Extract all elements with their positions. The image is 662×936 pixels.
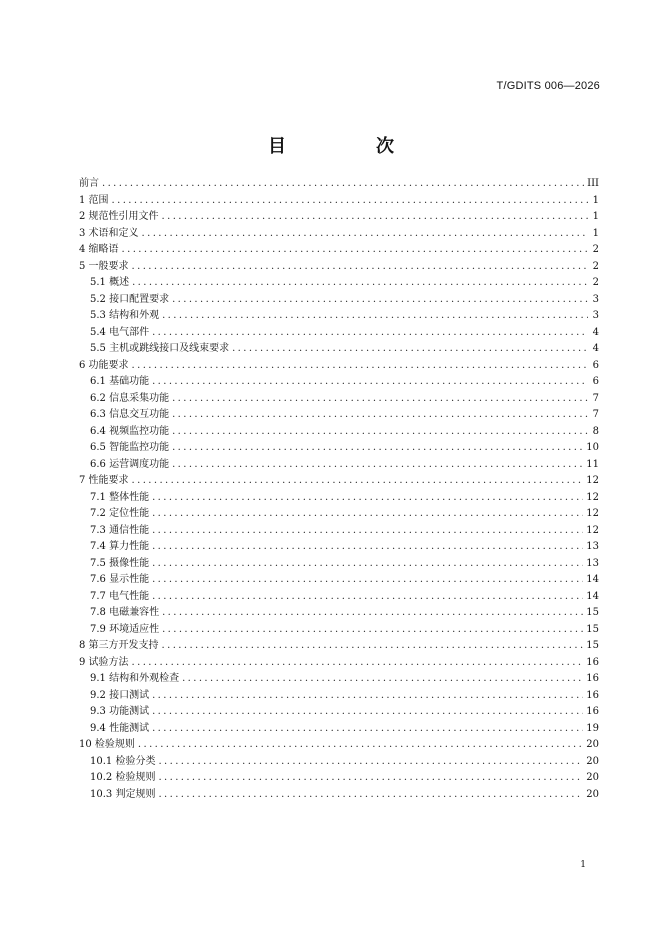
toc-dot-leader (152, 374, 588, 391)
toc-entry-label: 5.3 结构和外观 (90, 310, 160, 321)
toc-entry-page: 6 (592, 376, 599, 387)
document-code: T/GDITS 006—2026 (496, 80, 600, 92)
toc-entry[interactable] (79, 721, 599, 738)
toc-entry-page: 19 (586, 722, 599, 734)
toc-entry-label: 5.4 电气部件 (90, 326, 150, 338)
toc-entry[interactable] (79, 572, 599, 589)
toc-dot-leader (162, 209, 588, 226)
toc-entry[interactable] (79, 358, 599, 375)
toc-entry[interactable] (79, 655, 599, 672)
toc-entry-label: 9.1 结构和外观检查 (90, 673, 180, 684)
toc-entry-label: 9 试验方法 (79, 656, 129, 668)
toc-entry-page: 12 (586, 491, 599, 503)
toc-entry[interactable] (79, 787, 599, 804)
toc-dot-leader (172, 292, 588, 309)
toc-entry-label: 9.4 性能测试 (90, 722, 150, 734)
toc-dot-leader (102, 176, 584, 193)
toc-entry-page: 12 (586, 524, 599, 536)
toc-entry-label: 5 一般要求 (79, 260, 129, 272)
toc-entry-label: 4 缩略语 (79, 244, 119, 255)
toc-entry-page: 2 (592, 260, 599, 272)
toc-title: 目 次 (268, 136, 430, 157)
toc-entry[interactable] (79, 523, 599, 540)
toc-dot-leader (152, 506, 583, 523)
toc-entry-page: 1 (592, 211, 599, 222)
toc-dot-leader (162, 605, 583, 622)
toc-entry-page: 1 (592, 194, 599, 206)
toc-entry-page: 7 (592, 409, 599, 420)
toc-entry[interactable] (79, 259, 599, 276)
toc-entry-label: 7.1 整体性能 (90, 491, 150, 503)
toc-entry-label: 10.2 检验规则 (90, 772, 156, 783)
toc-entry[interactable] (79, 407, 599, 424)
toc-entry-page: 11 (586, 458, 599, 470)
toc-dot-leader (158, 787, 583, 804)
toc-entry[interactable] (79, 556, 599, 573)
toc-entry[interactable] (79, 506, 599, 523)
table-of-contents (79, 176, 599, 803)
toc-entry-label: 6.6 运营调度功能 (90, 458, 170, 470)
toc-dot-leader (152, 556, 583, 573)
toc-entry-label: 9.2 接口测试 (90, 689, 150, 701)
toc-entry[interactable] (79, 589, 599, 606)
toc-dot-leader (152, 325, 588, 342)
toc-entry[interactable] (79, 457, 599, 474)
toc-entry[interactable] (79, 754, 599, 771)
toc-entry[interactable] (79, 374, 599, 391)
toc-dot-leader (132, 473, 584, 490)
toc-entry-page: 14 (586, 590, 599, 602)
toc-dot-leader (172, 424, 588, 441)
toc-entry-label: 1 范围 (79, 194, 109, 206)
toc-entry-page: 7 (592, 392, 599, 404)
toc-entry[interactable] (79, 226, 599, 243)
toc-dot-leader (152, 539, 583, 556)
toc-dot-leader (132, 655, 584, 672)
toc-entry[interactable] (79, 325, 599, 342)
toc-entry[interactable] (79, 440, 599, 457)
page-number: 1 (580, 860, 586, 870)
toc-entry[interactable] (79, 242, 599, 259)
toc-entry-page: 8 (592, 425, 599, 437)
toc-entry-page: 6 (592, 359, 599, 371)
toc-dot-leader (162, 638, 584, 655)
toc-dot-leader (152, 688, 583, 705)
toc-entry-page: 16 (586, 689, 599, 701)
toc-entry-label: 2 规范性引用文件 (79, 211, 159, 222)
toc-entry-page: 20 (586, 772, 599, 783)
toc-dot-leader (132, 358, 588, 375)
toc-entry-label: 6.2 信息采集功能 (90, 392, 170, 404)
toc-entry-label: 7.3 通信性能 (90, 524, 150, 536)
toc-dot-leader (122, 242, 588, 259)
toc-dot-leader (132, 259, 588, 276)
toc-dot-leader (232, 341, 588, 358)
toc-entry[interactable] (79, 176, 599, 193)
toc-entry-page: 1 (592, 227, 599, 239)
toc-dot-leader (182, 671, 583, 688)
toc-entry[interactable] (79, 638, 599, 655)
toc-entry[interactable] (79, 341, 599, 358)
toc-entry-label: 10.1 检验分类 (90, 755, 156, 767)
toc-entry[interactable] (79, 737, 599, 754)
toc-entry-label: 7 性能要求 (79, 475, 129, 486)
toc-dot-leader (162, 308, 588, 325)
toc-dot-leader (138, 737, 583, 754)
toc-entry-label: 6.4 视频监控功能 (90, 425, 170, 437)
toc-entry[interactable] (79, 292, 599, 309)
toc-entry-page: III (587, 178, 599, 189)
toc-entry-label: 6.1 基础功能 (90, 376, 150, 387)
toc-entry-label: 7.5 摄像性能 (90, 557, 150, 569)
toc-entry-page: 3 (592, 310, 599, 321)
toc-dot-leader (152, 523, 583, 540)
toc-entry-page: 4 (592, 343, 599, 354)
toc-entry-label: 6.3 信息交互功能 (90, 409, 170, 420)
toc-dot-leader (152, 490, 583, 507)
toc-entry-page: 15 (586, 623, 599, 635)
toc-entry-page: 15 (586, 640, 599, 651)
toc-entry-label: 7.2 定位性能 (90, 508, 150, 519)
toc-dot-leader (162, 622, 583, 639)
toc-entry[interactable] (79, 770, 599, 787)
toc-dot-leader (152, 704, 583, 721)
toc-dot-leader (152, 572, 583, 589)
toc-entry-label: 7.6 显示性能 (90, 574, 150, 585)
toc-dot-leader (132, 275, 588, 292)
toc-entry[interactable] (79, 622, 599, 639)
toc-entry-page: 2 (592, 277, 599, 288)
toc-entry-label: 10.3 判定规则 (90, 788, 156, 800)
toc-entry[interactable] (79, 193, 599, 210)
toc-entry[interactable] (79, 539, 599, 556)
toc-entry-label: 5.5 主机或跳线接口及线束要求 (90, 343, 230, 354)
toc-entry-label: 3 术语和定义 (79, 227, 139, 239)
toc-dot-leader (112, 193, 588, 210)
toc-dot-leader (172, 407, 588, 424)
toc-entry[interactable] (79, 308, 599, 325)
toc-entry-label: 6 功能要求 (79, 359, 129, 371)
toc-entry-page: 15 (586, 607, 599, 618)
toc-entry[interactable] (79, 490, 599, 507)
toc-entry-page: 20 (586, 739, 599, 750)
toc-entry[interactable] (79, 671, 599, 688)
toc-entry-page: 16 (586, 706, 599, 717)
toc-entry[interactable] (79, 209, 599, 226)
toc-entry[interactable] (79, 473, 599, 490)
toc-entry-label: 7.4 算力性能 (90, 541, 150, 552)
toc-entry-label: 7.9 环境适应性 (90, 623, 160, 635)
toc-dot-leader (172, 457, 583, 474)
toc-dot-leader (152, 721, 583, 738)
toc-entry-label: 7.7 电气性能 (90, 590, 150, 602)
toc-entry-page: 4 (592, 326, 599, 338)
toc-entry-page: 2 (592, 244, 599, 255)
toc-entry-page: 13 (586, 541, 599, 552)
toc-entry[interactable] (79, 704, 599, 721)
toc-entry-page: 16 (586, 673, 599, 684)
toc-entry-label: 6.5 智能监控功能 (90, 442, 170, 453)
toc-entry[interactable] (79, 424, 599, 441)
toc-entry-page: 12 (586, 508, 599, 519)
toc-entry[interactable] (79, 275, 599, 292)
toc-entry[interactable] (79, 391, 599, 408)
toc-dot-leader (152, 589, 583, 606)
toc-dot-leader (158, 754, 583, 771)
toc-entry-label: 5.2 接口配置要求 (90, 293, 170, 305)
toc-entry-page: 13 (586, 557, 599, 569)
toc-entry-page: 12 (586, 475, 599, 486)
toc-entry-label: 8 第三方开发支持 (79, 640, 159, 651)
toc-entry-label: 前言 (79, 178, 99, 189)
toc-entry-page: 16 (586, 656, 599, 668)
toc-dot-leader (172, 391, 588, 408)
toc-dot-leader (172, 440, 583, 457)
toc-entry-label: 5.1 概述 (90, 277, 130, 288)
toc-entry-page: 3 (592, 293, 599, 305)
toc-entry-page: 14 (586, 574, 599, 585)
toc-entry-label: 7.8 电磁兼容性 (90, 607, 160, 618)
toc-entry-label: 10 检验规则 (79, 739, 135, 750)
toc-dot-leader (142, 226, 588, 243)
toc-entry[interactable] (79, 605, 599, 622)
toc-entry-page: 20 (586, 788, 599, 800)
toc-entry-page: 20 (586, 755, 599, 767)
toc-entry-page: 10 (586, 442, 599, 453)
toc-entry[interactable] (79, 688, 599, 705)
toc-dot-leader (158, 770, 583, 787)
toc-entry-label: 9.3 功能测试 (90, 706, 150, 717)
